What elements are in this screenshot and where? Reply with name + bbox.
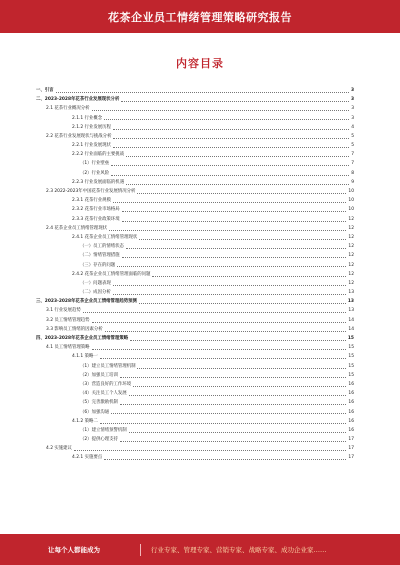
toc-page-number: 16 <box>348 427 354 433</box>
toc-leader-dots <box>111 413 346 414</box>
toc-entry[interactable] <box>36 150 354 159</box>
toc-entry[interactable] <box>36 104 354 113</box>
toc-entry[interactable] <box>36 132 354 141</box>
toc-leader-dots <box>74 450 346 451</box>
toc-leader-dots <box>109 230 346 231</box>
toc-page-number: 17 <box>348 446 354 452</box>
toc-entry-text: （2）加强员工培训 <box>80 372 118 378</box>
toc-entry[interactable] <box>36 389 354 398</box>
footer-divider <box>140 544 141 556</box>
toc-page-number: 12 <box>348 216 354 222</box>
toc-leader-dots <box>105 331 347 332</box>
toc-entry-text: （1）建立员工情绪管理机制 <box>80 363 136 369</box>
toc-leader-dots <box>129 395 347 396</box>
toc-leader-dots <box>117 266 346 267</box>
toc-leader-dots <box>120 377 346 378</box>
toc-leader-dots <box>111 165 349 166</box>
toc-leader-dots <box>83 312 347 313</box>
toc-entry-text: 4.1 员工情绪管理策略 <box>46 345 90 351</box>
toc-page-number: 7 <box>351 152 354 158</box>
toc-entry[interactable] <box>36 297 354 306</box>
toc-page-number: 16 <box>348 381 354 387</box>
toc-entry[interactable] <box>36 261 354 270</box>
toc-page-number: 16 <box>348 409 354 415</box>
toc-entry-text: （6）加强沟通 <box>80 409 110 415</box>
toc-entry-text: 三、2023-2028年花茶企业员工情绪管理趋势预测 <box>36 299 137 305</box>
toc-page-number: 13 <box>348 290 354 296</box>
toc-page-number: 16 <box>348 418 354 424</box>
toc-entry[interactable] <box>36 454 354 463</box>
toc-page-number: 12 <box>348 262 354 268</box>
toc-leader-dots <box>126 156 349 157</box>
toc-page-number: 12 <box>348 225 354 231</box>
toc-entry-text: 2.3.2 花茶行业市场格局 <box>72 207 120 213</box>
toc-entry[interactable] <box>36 362 354 371</box>
toc-page-number: 15 <box>347 336 354 342</box>
toc-leader-dots <box>113 202 346 203</box>
toc-entry-text: 2.2 花茶行业发展现状与挑战分析 <box>46 133 112 139</box>
toc-page-number: 15 <box>348 372 354 378</box>
toc-entry-text: （2）行业风险 <box>80 170 110 176</box>
toc-leader-dots <box>113 285 347 286</box>
toc-page-number: 10 <box>348 198 354 204</box>
toc-entry[interactable] <box>36 398 354 407</box>
toc-entry-text: （一）问题表现 <box>80 280 111 286</box>
toc-page-number: 3 <box>351 106 354 112</box>
toc-entry[interactable] <box>36 426 354 435</box>
toc-page-number: 7 <box>351 161 354 167</box>
toc-entry[interactable] <box>36 224 354 233</box>
toc-entry-text: 2.2.1 行业发展现状 <box>72 143 111 149</box>
toc-leader-dots <box>120 441 346 442</box>
toc-entry-text: 2.1.1 行业概念 <box>72 115 103 121</box>
toc-page-number: 10 <box>348 189 354 195</box>
toc-page-number: 3 <box>350 97 354 103</box>
toc-leader-dots <box>120 404 346 405</box>
toc-page-number: 13 <box>348 308 354 314</box>
page-header <box>0 0 400 33</box>
footer-tagline: 行业专家、管理专家、营销专家、战略专家、成功企业家…… <box>151 546 327 554</box>
toc-page-number: 15 <box>348 345 354 351</box>
toc-page-number: 14 <box>348 326 354 332</box>
toc-entry-text: （4）关注员工个人发展 <box>80 391 127 397</box>
page-footer <box>0 534 400 565</box>
toc-entry-text: 4.2.1 实施要点 <box>72 455 103 461</box>
toc-page-number: 8 <box>351 170 354 176</box>
toc-heading: 内容目录 <box>176 57 224 70</box>
toc-entry[interactable] <box>36 334 354 343</box>
toc-leader-dots <box>56 92 349 93</box>
toc-entry[interactable] <box>36 215 354 224</box>
toc-entry-text: （二）情绪管理措施 <box>80 253 120 259</box>
toc-entry[interactable] <box>36 408 354 417</box>
toc-entry-text: 2.4 花茶企业员工情绪管理现状 <box>46 225 108 231</box>
toc-entry-text: 四、2023-2028年花茶企业员工情绪管理策略 <box>36 336 129 342</box>
toc-leader-dots <box>133 386 346 387</box>
toc-entry[interactable] <box>36 288 354 297</box>
footer-slogan: 让每个人都能成为 <box>48 546 100 554</box>
toc-leader-dots <box>104 119 349 120</box>
toc-leader-dots <box>130 340 346 341</box>
toc-entry-text: （1）行业壁垒 <box>80 161 110 167</box>
toc-entry-text: （1）建立情绪预警机制 <box>80 427 127 433</box>
toc-entry-text: 2.2.2 行业面临的主要挑战 <box>72 152 125 158</box>
toc-leader-dots <box>126 184 349 185</box>
toc-leader-dots <box>122 221 347 222</box>
toc-entry-text: 2.3.1 花茶行业规模 <box>72 198 111 204</box>
toc-page-number: 13 <box>347 299 354 305</box>
toc-entry-text: （3）营造良好的工作环境 <box>80 381 132 387</box>
toc-page-number: 9 <box>351 179 354 185</box>
toc-entry-text: 2.2.3 行业发展面临的机遇 <box>72 179 125 185</box>
toc-entry[interactable] <box>36 242 354 251</box>
toc-page-number: 3 <box>351 115 354 121</box>
toc-leader-dots <box>100 358 347 359</box>
toc-page-number: 15 <box>348 363 354 369</box>
toc-page-number: 5 <box>351 133 354 139</box>
toc-leader-dots <box>113 138 349 139</box>
toc-leader-dots <box>137 193 346 194</box>
toc-page-number: 12 <box>348 253 354 259</box>
toc-leader-dots <box>113 294 347 295</box>
toc-entry[interactable] <box>36 380 354 389</box>
toc-entry[interactable] <box>36 316 354 325</box>
toc-entry[interactable] <box>36 343 354 352</box>
toc-leader-dots <box>121 101 349 102</box>
toc-entry-text: 3.3 影响员工情绪的因素分析 <box>46 326 103 332</box>
toc-leader-dots <box>129 432 347 433</box>
toc-entry-text: 4.1.1 策略一 <box>72 354 98 360</box>
toc-entry-text: （5）完善激励机制 <box>80 400 118 406</box>
toc-entry-text: 2.1 花茶行业概况分析 <box>46 106 90 112</box>
toc-entry[interactable] <box>36 270 354 279</box>
toc-entry-text: 4.2 实施建议 <box>46 446 72 452</box>
toc-entry[interactable] <box>36 95 354 104</box>
toc-entry[interactable] <box>36 444 354 453</box>
toc-entry[interactable] <box>36 233 354 242</box>
toc-entry[interactable] <box>36 251 354 260</box>
toc-entry[interactable] <box>36 205 354 214</box>
toc-entry[interactable] <box>36 279 354 288</box>
toc-entry-text: 3.1 行业发展趋势 <box>46 308 81 314</box>
toc-entry[interactable] <box>36 178 354 187</box>
toc-page-number: 14 <box>348 317 354 323</box>
toc-entry-text: （二）成因分析 <box>80 290 111 296</box>
toc-entry[interactable] <box>36 371 354 380</box>
toc-leader-dots <box>126 248 346 249</box>
toc-entry-text: （三）存在的问题 <box>80 262 116 268</box>
toc-entry[interactable] <box>36 141 354 150</box>
toc-page-number: 16 <box>348 391 354 397</box>
toc-entry-text: 2.4.2 花茶企业员工情绪管理面临的问题 <box>72 271 151 277</box>
toc-leader-dots <box>111 175 349 176</box>
toc-page-number: 12 <box>348 234 354 240</box>
toc-leader-dots <box>92 349 347 350</box>
table-of-contents <box>36 86 354 463</box>
toc-page-number: 10 <box>348 207 354 213</box>
toc-entry-text: 2.3 2022-2023年中国花茶行业发展情况分析 <box>46 189 136 195</box>
toc-entry[interactable] <box>36 114 354 123</box>
toc-entry-text: 二、2023-2028年花茶行业发展现状分析 <box>36 97 120 103</box>
toc-leader-dots <box>122 257 347 258</box>
toc-page-number: 3 <box>350 87 354 93</box>
toc-entry[interactable] <box>36 123 354 132</box>
toc-leader-dots <box>139 303 346 304</box>
toc-leader-dots <box>100 423 347 424</box>
toc-entry[interactable] <box>36 86 354 95</box>
toc-entry[interactable] <box>36 196 354 205</box>
toc-page-number: 12 <box>348 271 354 277</box>
toc-page-number: 5 <box>351 143 354 149</box>
toc-entry-text: 4.1.2 策略二 <box>72 418 98 424</box>
toc-leader-dots <box>139 239 346 240</box>
toc-entry-text: 2.3.3 花茶行业政策环境 <box>72 216 120 222</box>
toc-leader-dots <box>122 211 347 212</box>
toc-page-number: 4 <box>351 124 354 130</box>
toc-leader-dots <box>92 322 347 323</box>
toc-page-number: 12 <box>348 244 354 250</box>
toc-entry-text: （一）员工的情绪状态 <box>80 244 124 250</box>
report-title: 花茶企业员工情绪管理策略研究报告 <box>108 10 292 24</box>
toc-leader-dots <box>137 368 346 369</box>
toc-entry-text: 一、引言 <box>36 87 54 93</box>
toc-entry[interactable] <box>36 417 354 426</box>
toc-page-number: 12 <box>348 280 354 286</box>
toc-entry-text: 3.2 员工情绪管理趋势 <box>46 317 90 323</box>
toc-entry-text: 2.4.1 花茶企业员工情绪管理现状 <box>72 234 138 240</box>
toc-entry-text: 2.1.2 行业发展历程 <box>72 124 111 130</box>
toc-entry[interactable] <box>36 325 354 334</box>
toc-page-number: 15 <box>348 354 354 360</box>
toc-page-number: 17 <box>348 455 354 461</box>
toc-leader-dots <box>113 147 349 148</box>
toc-entry[interactable] <box>36 352 354 361</box>
toc-entry[interactable] <box>36 435 354 444</box>
toc-entry[interactable] <box>36 160 354 169</box>
toc-page-number: 16 <box>348 400 354 406</box>
toc-entry[interactable] <box>36 187 354 196</box>
toc-entry[interactable] <box>36 307 354 316</box>
toc-leader-dots <box>152 276 346 277</box>
toc-entry[interactable] <box>36 169 354 178</box>
toc-page-number: 17 <box>348 437 354 443</box>
toc-entry-text: （2）提供心理支持 <box>80 437 118 443</box>
toc-leader-dots <box>104 459 346 460</box>
toc-leader-dots <box>92 110 350 111</box>
toc-leader-dots <box>113 129 349 130</box>
